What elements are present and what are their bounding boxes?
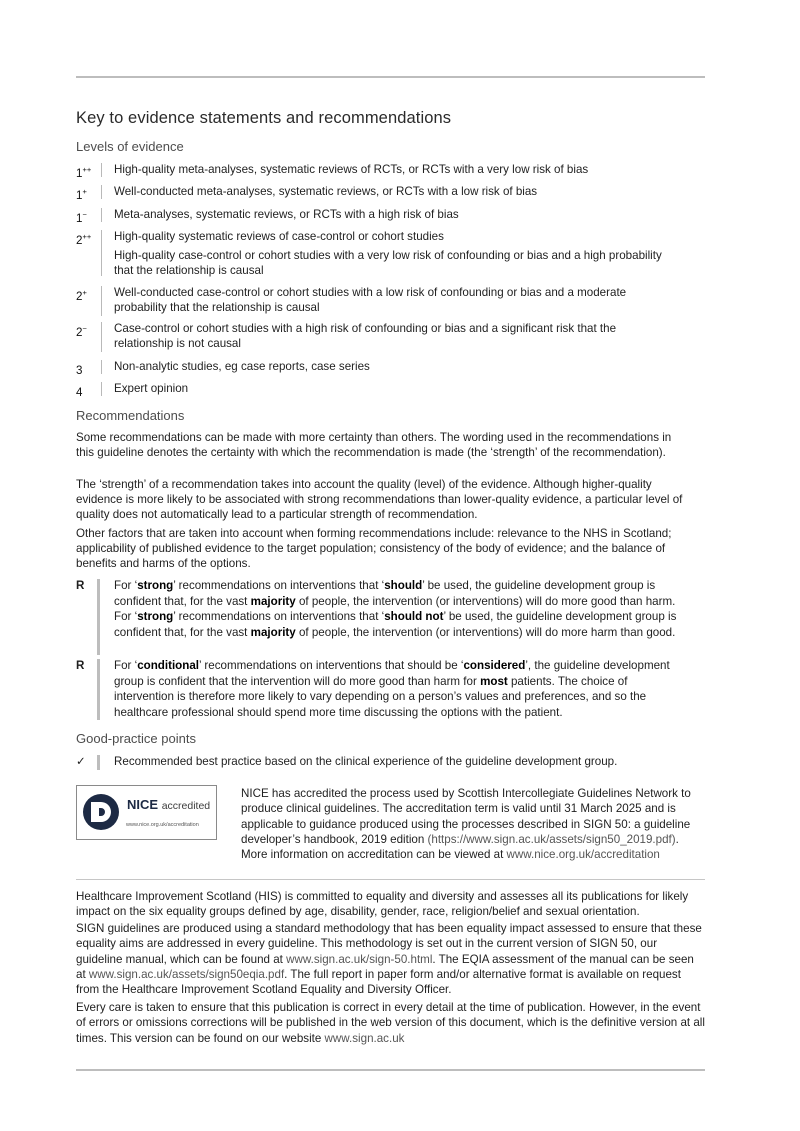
rec-divider (97, 579, 100, 655)
eqia-link[interactable]: www.sign.ac.uk/assets/sign50eqia.pdf (88, 967, 285, 981)
level-text: Case-control or cohort studies with a high risk of confounding or bias and a significant risk that the relationship is not causal (114, 322, 617, 350)
level-row (76, 285, 705, 317)
top-rule (76, 76, 705, 78)
level-text-secondary: High-quality case-control or cohort studies with a very low risk of confounding or bias and a high probability that the relationship is causal (114, 249, 662, 277)
level-row (76, 359, 705, 375)
level-text: Expert opinion (114, 382, 189, 395)
level-code: 1+ (76, 187, 87, 202)
bottom-rule (76, 1069, 705, 1071)
level-text: Meta-analyses, systematic reviews, or RCTs with a high risk of bias (114, 208, 459, 221)
level-row (76, 381, 705, 397)
strong-recommendation (76, 578, 705, 658)
equality-statement: Healthcare Improvement Scotland (HIS) is committed to equality and diversity and assesses all its publications for likely impact on the six equality groups defined by age, disability, gender, race, religion/belief and sexual orientation. (76, 890, 689, 919)
page-title: Key to evidence statements and recommendations (76, 109, 452, 127)
methodology-statement: SIGN guidelines are produced using a standard methodology that has been equality impact assessed to ensure that these equality aims are addressed in every guideline. This methodology is set out in the current version of SIGN 50, our guideline manual, which can be found at www.sign.ac.uk/sign-50.html. The EQIA assessment of the manual can be seen at www.sign.ac.uk/assets/sign50eqia.pdf. The full report in paper form and/or alternative format is available on request from the Healthcare Improvement Scotland Equality and Diversity Officer. (76, 922, 702, 997)
accreditation-text: NICE has accredited the process used by Scottish Intercollegiate Guidelines Network to produce clinical guidelines. The accreditation term is valid until 31 March 2025 and is applicable to guidance produced using the processes described in SIGN 50: a guideline developer’s handbook, 2019 edition (https://www.sign.ac.uk/assets/sign50_2019.pdf). More information on accreditation can be viewed at www.nice.org.uk/accreditation (241, 787, 691, 862)
level-code: 4 (76, 386, 83, 399)
nice-mark-icon (82, 793, 120, 831)
gpp-heading: Good-practice points (76, 731, 196, 746)
level-row (76, 162, 705, 178)
level-divider (101, 185, 102, 199)
rec-text: For ‘conditional’ recommendations on interventions that should be ‘considered’, the guideline development group is confident that the intervention will do more good than harm for most patients. The choice of intervention is therefore more likely to vary depending on a person’s values and preferences, and so the healthcare professional should spend more time discussing the options with the patient. (114, 659, 670, 719)
level-divider (101, 382, 102, 396)
sign50-link[interactable]: (https://www.sign.ac.uk/assets/sign50_2019.pdf) (427, 832, 676, 846)
recommendations-paragraph: Other factors that are taken into account when forming recommendations include: relevance to the NHS in Scotland; applicability of published evidence to the target population; consistency of the body of evidence; and the balance of benefits and harms of the options. (76, 527, 672, 570)
level-divider (101, 163, 102, 177)
level-divider (101, 360, 102, 374)
level-text: Non-analytic studies, eg case reports, case series (114, 360, 370, 373)
recommendations-heading: Recommendations (76, 408, 185, 423)
level-text: Well-conducted meta-analyses, systematic reviews, or RCTs with a low risk of bias (114, 185, 538, 198)
gpp-divider (97, 755, 100, 770)
level-code: 1++ (76, 165, 92, 180)
levels-heading: Levels of evidence (76, 139, 184, 154)
level-row (76, 184, 705, 200)
rec-text: For ‘strong’ recommendations on interventions that ‘should’ be used, the guideline development group is confident that, for the vast majority of people, the intervention (or interventions) will do more good than harm. For ‘strong’ recommendations on interventions that ‘should not’ be used, the guideline development group is confident that, for the vast majority of people, the intervention (or interventions) will do more harm than good. (114, 579, 677, 639)
recommendations-paragraph: Some recommendations can be made with more certainty than others. The wording used in the recommendations in this guideline denotes the certainty with which the recommendation is made (the ‘strength’ of the recommendation). (76, 431, 672, 459)
rec-divider (97, 659, 100, 720)
level-text: High-quality meta-analyses, systematic reviews of RCTs, or RCTs with a very low risk of bias (114, 163, 589, 176)
level-row (76, 207, 705, 223)
level-divider (101, 286, 102, 316)
level-code: 2+ (76, 288, 87, 303)
level-code: 2++ (76, 232, 92, 247)
level-code: 2− (76, 324, 87, 339)
gpp-text: Recommended best practice based on the clinical experience of the guideline development group. (114, 755, 618, 768)
rec-code: R (76, 659, 85, 672)
level-divider (101, 208, 102, 222)
level-text: Well-conducted case-control or cohort studies with a low risk of confounding or bias and a moderate probability that the relationship is causal (114, 286, 627, 314)
nice-wordmark: NICE accredited (127, 797, 211, 812)
footer-rule (76, 879, 705, 880)
sign-website-link[interactable]: www.sign.ac.uk (324, 1031, 405, 1045)
level-divider (101, 322, 102, 352)
check-icon: ✓ (76, 755, 86, 768)
recommendations-paragraph: The ‘strength’ of a recommendation takes into account the quality (level) of the evidence. Although higher-quality evidence is more likely to be associated with strong recommendations than lower-quality evidence, a particular level of quality does not automatically lead to a particular strength of recommendation. (76, 478, 683, 521)
sign50-page-link[interactable]: www.sign.ac.uk/sign-50.html (286, 952, 433, 966)
level-code: 3 (76, 364, 83, 377)
level-row (76, 229, 705, 277)
level-row (76, 321, 705, 353)
level-divider (101, 230, 102, 276)
level-text: High-quality systematic reviews of case-control or cohort studies (114, 230, 444, 243)
conditional-recommendation (76, 658, 705, 722)
level-code: 1− (76, 210, 87, 225)
nice-accreditation-link[interactable]: www.nice.org.uk/accreditation (506, 848, 660, 862)
nice-logo-url: www.nice.org.uk/accreditation (126, 822, 199, 828)
rec-code: R (76, 579, 85, 592)
nice-accredited-logo (76, 785, 217, 840)
disclaimer: Every care is taken to ensure that this publication is correct in every detail at the time of publication. However, in the event of errors or omissions corrections will be published in the web version of this document, which is the definitive version at all times. This version can be found on our website www.sign.ac.uk (76, 1001, 705, 1045)
